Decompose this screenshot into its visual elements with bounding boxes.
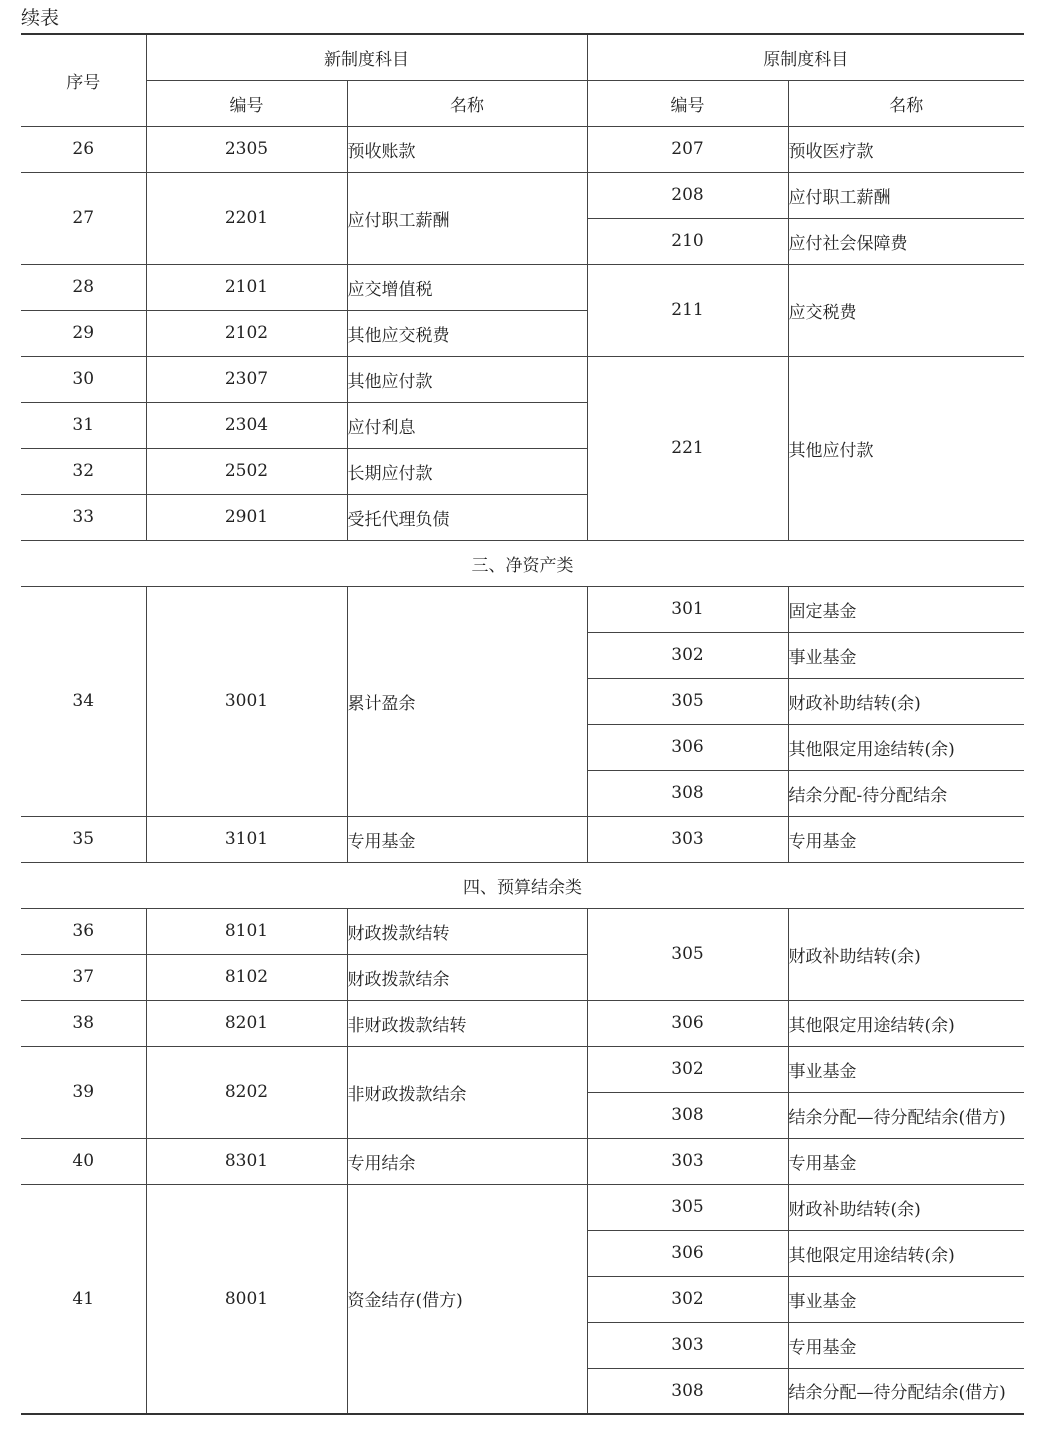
table-row: [21, 172, 1024, 218]
new-code-cell: 8201: [146, 1000, 347, 1046]
new-name-cell: 预收账款: [347, 126, 587, 172]
seq-cell: 33: [21, 494, 146, 540]
new-code-cell: 8301: [146, 1138, 347, 1184]
header-seq: 序号: [21, 34, 146, 126]
old-code-cell: 301: [587, 586, 788, 632]
old-name-cell: 结余分配—待分配结余(借方): [788, 1368, 1024, 1414]
seq-cell: 28: [21, 264, 146, 310]
seq-cell: 29: [21, 310, 146, 356]
old-code-cell: 211: [587, 264, 788, 356]
new-name-cell: 其他应交税费: [347, 310, 587, 356]
seq-cell: 34: [21, 586, 146, 816]
new-name-cell: 财政拨款结转: [347, 908, 587, 954]
old-code-cell: 308: [587, 1092, 788, 1138]
new-name-cell: 资金结存(借方): [347, 1184, 587, 1414]
new-name-cell: 专用结余: [347, 1138, 587, 1184]
new-code-cell: 3001: [146, 586, 347, 816]
old-code-cell: 306: [587, 1230, 788, 1276]
seq-cell: 41: [21, 1184, 146, 1414]
subject-mapping-table: [21, 33, 1024, 1415]
old-code-cell: 305: [587, 678, 788, 724]
table-row: [21, 1138, 1024, 1184]
new-name-cell: 应付利息: [347, 402, 587, 448]
old-name-cell: 财政补助结转(余): [788, 1184, 1024, 1230]
old-code-cell: 302: [587, 632, 788, 678]
seq-cell: 37: [21, 954, 146, 1000]
old-name-cell: 结余分配-待分配结余: [788, 770, 1024, 816]
table-row: [21, 586, 1024, 632]
old-name-cell: 专用基金: [788, 1322, 1024, 1368]
old-name-cell: 应付职工薪酬: [788, 172, 1024, 218]
old-code-cell: 305: [587, 1184, 788, 1230]
table-row: [21, 1000, 1024, 1046]
table-row: [21, 264, 1024, 310]
old-name-cell: 其他限定用途结转(余): [788, 724, 1024, 770]
new-code-cell: 8202: [146, 1046, 347, 1138]
new-name-cell: 应交增值税: [347, 264, 587, 310]
old-name-cell: 结余分配—待分配结余(借方): [788, 1092, 1024, 1138]
seq-cell: 27: [21, 172, 146, 264]
seq-cell: 39: [21, 1046, 146, 1138]
seq-cell: 26: [21, 126, 146, 172]
header-old-system: 原制度科目: [587, 34, 1024, 80]
old-code-cell: 210: [587, 218, 788, 264]
old-code-cell: 302: [587, 1046, 788, 1092]
seq-cell: 30: [21, 356, 146, 402]
old-code-cell: 221: [587, 356, 788, 540]
new-name-cell: 财政拨款结余: [347, 954, 587, 1000]
old-name-cell: 财政补助结转(余): [788, 678, 1024, 724]
header-row-2: [21, 80, 1024, 126]
header-old-code: 编号: [587, 80, 788, 126]
old-name-cell: 预收医疗款: [788, 126, 1024, 172]
table-row: [21, 908, 1024, 954]
header-new-name: 名称: [347, 80, 587, 126]
new-name-cell: 受托代理负债: [347, 494, 587, 540]
header-row-1: [21, 34, 1024, 80]
seq-cell: 40: [21, 1138, 146, 1184]
old-code-cell: 207: [587, 126, 788, 172]
table-row: [21, 1184, 1024, 1230]
header-new-system: 新制度科目: [146, 34, 587, 80]
old-name-cell: 其他应付款: [788, 356, 1024, 540]
old-code-cell: 303: [587, 1138, 788, 1184]
old-code-cell: 303: [587, 1322, 788, 1368]
section-heading: 四、预算结余类: [21, 862, 1024, 908]
new-code-cell: 2901: [146, 494, 347, 540]
header-old-name: 名称: [788, 80, 1024, 126]
new-name-cell: 长期应付款: [347, 448, 587, 494]
new-name-cell: 专用基金: [347, 816, 587, 862]
table-row: [21, 1046, 1024, 1092]
seq-cell: 38: [21, 1000, 146, 1046]
new-code-cell: 8101: [146, 908, 347, 954]
old-code-cell: 305: [587, 908, 788, 1000]
new-code-cell: 2102: [146, 310, 347, 356]
seq-cell: 35: [21, 816, 146, 862]
old-name-cell: 专用基金: [788, 1138, 1024, 1184]
old-name-cell: 其他限定用途结转(余): [788, 1230, 1024, 1276]
seq-cell: 31: [21, 402, 146, 448]
section-row: [21, 862, 1024, 908]
old-code-cell: 208: [587, 172, 788, 218]
new-code-cell: 2304: [146, 402, 347, 448]
old-code-cell: 308: [587, 770, 788, 816]
old-name-cell: 专用基金: [788, 816, 1024, 862]
header-new-code: 编号: [146, 80, 347, 126]
old-name-cell: 应交税费: [788, 264, 1024, 356]
new-code-cell: 2307: [146, 356, 347, 402]
new-name-cell: 累计盈余: [347, 586, 587, 816]
old-code-cell: 306: [587, 724, 788, 770]
section-row: [21, 540, 1024, 586]
new-name-cell: 应付职工薪酬: [347, 172, 587, 264]
table-caption: 续表: [21, 7, 60, 29]
new-name-cell: 非财政拨款结转: [347, 1000, 587, 1046]
old-name-cell: 应付社会保障费: [788, 218, 1024, 264]
old-name-cell: 事业基金: [788, 632, 1024, 678]
new-code-cell: 2101: [146, 264, 347, 310]
old-code-cell: 303: [587, 816, 788, 862]
new-code-cell: 2502: [146, 448, 347, 494]
new-code-cell: 8102: [146, 954, 347, 1000]
old-code-cell: 302: [587, 1276, 788, 1322]
table-row: [21, 816, 1024, 862]
old-code-cell: 306: [587, 1000, 788, 1046]
old-name-cell: 其他限定用途结转(余): [788, 1000, 1024, 1046]
old-code-cell: 308: [587, 1368, 788, 1414]
section-heading: 三、净资产类: [21, 540, 1024, 586]
old-name-cell: 事业基金: [788, 1276, 1024, 1322]
seq-cell: 32: [21, 448, 146, 494]
old-name-cell: 事业基金: [788, 1046, 1024, 1092]
new-code-cell: 2201: [146, 172, 347, 264]
new-code-cell: 2305: [146, 126, 347, 172]
new-code-cell: 3101: [146, 816, 347, 862]
old-name-cell: 固定基金: [788, 586, 1024, 632]
seq-cell: 36: [21, 908, 146, 954]
table-row: [21, 356, 1024, 402]
new-name-cell: 其他应付款: [347, 356, 587, 402]
new-name-cell: 非财政拨款结余: [347, 1046, 587, 1138]
old-name-cell: 财政补助结转(余): [788, 908, 1024, 1000]
new-code-cell: 8001: [146, 1184, 347, 1414]
table-row: [21, 126, 1024, 172]
